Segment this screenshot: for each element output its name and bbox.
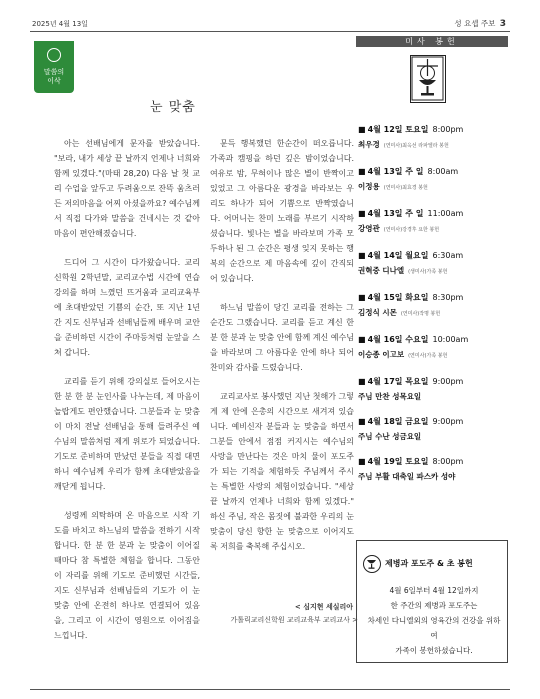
article-paragraph: 하느님 말씀이 당긴 교리를 전하는 그 순간도 그랬습니다. 교리를 듣고 계신 한 분 한 분과 눈 맞춤 안에 함께 계신 예수님을 바라보며 그 아름다운 안에 하나 되어 찬미와 감사를 드렸습니다. bbox=[210, 303, 354, 372]
section-badge bbox=[34, 41, 74, 93]
square-bullet-icon: ■ bbox=[358, 209, 366, 218]
mass-entry bbox=[358, 456, 508, 496]
issue-date: 2025년 4월 13일 bbox=[32, 20, 88, 28]
mass-time: 10:00am bbox=[432, 335, 469, 344]
mass-intention: (연미사)가족 봉헌 bbox=[408, 353, 448, 359]
mass-intention: (연미사)강경후 요한 봉헌 bbox=[383, 227, 440, 233]
square-bullet-icon: ■ bbox=[358, 457, 366, 466]
page-number: 3 bbox=[499, 19, 506, 29]
article-paragraph: 아는 선배님에게 문자를 받았습니다. "보라, 내가 세상 끝 날까지 언제나 너희와 함께 있겠다."(마태 28,20) 다음 날 첫 교리 수업을 앞두고 두려움으로 잔뜩 움츠러든 저의마음을 어찌 아셨을까요? 예수님께서 직접 다가와 말씀을 건네시는 것 같아 마음이 편안해졌습니다. bbox=[54, 139, 200, 238]
square-bullet-icon: ■ bbox=[358, 335, 366, 344]
mass-entry bbox=[358, 376, 508, 416]
article-paragraph: 교리교사로 봉사했던 지난 첫해가 그렇게 제 안에 은총의 시간으로 새겨져 있습니다. 예비신자 분들과 눈 맞춤을 하면서 그분들 안에서 점점 커지시는 예수님의 사랑을 만난다는 것은 마치 물이 포도주가 되는 기적을 체험하듯 주님께서 주시는 특별한 사랑의 체험이었습니다. "세상 끝 날까지 언제나 너희와 함께 있겠다." 하신 주님, 작은 몸짓에 불과한 우리의 눈 맞춤이 당신 향한 눈 맞춤으로 이어지도록 저희를 축복해 주십시오. bbox=[210, 392, 354, 551]
mass-time: 8:00pm bbox=[432, 457, 464, 466]
notice-title: 제병과 포도주 & 초 봉헌 bbox=[385, 559, 473, 568]
author-credit bbox=[222, 601, 358, 627]
mass-date: 4월 17일 목요일 bbox=[367, 377, 429, 386]
square-bullet-icon: ■ bbox=[358, 417, 366, 426]
mass-entry bbox=[358, 250, 508, 292]
square-bullet-icon: ■ bbox=[358, 125, 366, 134]
mass-date: 4월 19일 토요일 bbox=[367, 457, 429, 466]
mass-time: 8:00pm bbox=[432, 125, 464, 134]
mass-time: 6:30am bbox=[432, 251, 464, 260]
header-divider bbox=[30, 31, 510, 32]
footer-divider bbox=[30, 689, 510, 690]
notice-body: 4월 6일부터 4월 12일까지 한 주간의 제병과 포도주는 차세인 다니엘외의 영육간의 건강을 위하여 가족이 봉헌하셨습니다. bbox=[367, 586, 501, 655]
mass-entry bbox=[358, 416, 508, 456]
badge-label: 말씀의 이삭 bbox=[43, 68, 65, 85]
square-bullet-icon: ■ bbox=[358, 167, 366, 176]
mass-offerer: 권혁중 디나엘 bbox=[358, 266, 405, 275]
mass-date: 4월 18일 금요일 bbox=[367, 417, 429, 426]
mass-intention: (생미사)가족 봉헌 bbox=[408, 269, 448, 275]
chalice-host-icon bbox=[410, 55, 446, 103]
bulletin-name bbox=[454, 18, 506, 29]
mass-offerer: 강영관 bbox=[358, 224, 380, 233]
square-bullet-icon: ■ bbox=[358, 377, 366, 386]
mass-time: 8:30pm bbox=[432, 293, 464, 302]
offering-notice-box bbox=[356, 540, 508, 663]
mass-intention: (연미사)작명 봉헌 bbox=[400, 311, 441, 317]
mass-entry bbox=[358, 124, 508, 166]
article-paragraph: 문득 행복했던 한순간이 떠오릅니다. 가족과 캠핑을 하던 깊은 밤이었습니다. 여유로 밤, 무혀이나 많은 별이 반짝이고 있었고 그 아름다운 광경을 바라보는 우리도 하나가 되어 기쁨으로 반짝였습니다. 어머니는 찬미 노래를 부르기 시작하셨습니다. 빛나는 별을 바라보며 가족 모두하나 된 그 순간은 평생 잊지 못하는 행복의 순간으로 제 마음속에 깊이 간직되어 있습니다. bbox=[210, 139, 354, 283]
mass-offerer: 이승종 이고보 bbox=[358, 350, 405, 359]
chalice-icon bbox=[363, 555, 381, 573]
article-paragraph: 교리를 듣기 위해 강의실로 들어오시는 한 분 한 분 눈인사를 나누는데, 제 마음이 놀랍게도 편안했습니다. 그분들과 눈 맞춤이 마치 전날 선배님을 통해 들려주신 예수님의 말씀처럼 제게 위로가 되었습니다. 기도로 준비하며 만났던 분들을 직접 대면하니 예수님께 우리가 함께 초대받았음을 깨닫게 됩니다. bbox=[54, 377, 200, 491]
mass-time: 8:00am bbox=[427, 167, 459, 176]
leaf-icon bbox=[47, 48, 61, 62]
mass-offerer: 김정식 시몬 bbox=[358, 308, 397, 317]
parish-name: 성 요셉 주보 bbox=[454, 19, 496, 28]
mass-date: 4월 14일 월요일 bbox=[367, 251, 429, 260]
mass-intention: (연미사)최옥선 라파엘라 봉헌 bbox=[383, 143, 449, 149]
mass-schedule bbox=[358, 124, 508, 496]
author-role: 가톨릭교리신학원 교리교육부 교리교사 > bbox=[230, 616, 358, 624]
author-name: < 심지현 세실리아 | bbox=[294, 603, 358, 611]
mass-offerer: 이정용 bbox=[358, 182, 380, 191]
mass-offerer: 주님 수난 성금요일 bbox=[358, 432, 422, 441]
mass-date: 4월 13일 주 일 bbox=[367, 209, 424, 218]
mass-date: 4월 12일 토요일 bbox=[367, 125, 429, 134]
article-paragraph: 드디어 그 시간이 다가왔습니다. 교리신학원 2학년말, 교리교수법 시간에 연습 강의를 하며 느꼈던 뜨거움과 교리교육부에 초대받았던 기쁨의 순간, 또 지난 1년간 지도 신부님과 선배님들께 배우며 교안을 준비하던 시간이 주마등처럼 눈앞을 스쳐 갑니다. bbox=[54, 258, 200, 357]
article-paragraph: 성령께 의탁하며 온 마음으로 시작 기도를 바치고 하느님의 말씀을 전하기 시작합니다. 한 분 한 분과 눈 맞춤이 이어질 때마다 참 특별한 체험을 합니다. 그동안 이 자리를 위해 기도로 준비했던 시간들, 지도 신부님과 선배님들의 기도가 이 눈 맞춤 안에 온전히 하나로 연결되어 있음을, 그리고 이 시간이 영원으로 이어짐을 느낍니다. bbox=[54, 511, 200, 640]
mass-offerer: 주님 만찬 성목요일 bbox=[358, 392, 422, 401]
mass-offerer: 최우경 bbox=[358, 140, 380, 149]
square-bullet-icon: ■ bbox=[358, 251, 366, 260]
mass-time: 11:00am bbox=[427, 209, 464, 218]
article-column-mid bbox=[210, 136, 354, 568]
mass-entry bbox=[358, 292, 508, 334]
mass-entry bbox=[358, 208, 508, 250]
mass-time: 9:00pm bbox=[432, 377, 464, 386]
mass-entry bbox=[358, 166, 508, 208]
mass-offering-header: 미사 봉헌 bbox=[356, 36, 508, 47]
article-column-left bbox=[54, 136, 200, 657]
mass-time: 9:00pm bbox=[432, 417, 464, 426]
mass-entry bbox=[358, 334, 508, 376]
mass-date: 4월 16일 수요일 bbox=[367, 335, 429, 344]
mass-intention: (연미사)최효경 봉헌 bbox=[383, 185, 428, 191]
square-bullet-icon: ■ bbox=[358, 293, 366, 302]
article-title: 눈 맞춤 bbox=[150, 100, 196, 115]
mass-offerer: 주님 부활 대축일 파스카 성야 bbox=[358, 472, 456, 481]
mass-date: 4월 13일 주 일 bbox=[367, 167, 424, 176]
mass-date: 4월 15일 화요일 bbox=[367, 293, 429, 302]
